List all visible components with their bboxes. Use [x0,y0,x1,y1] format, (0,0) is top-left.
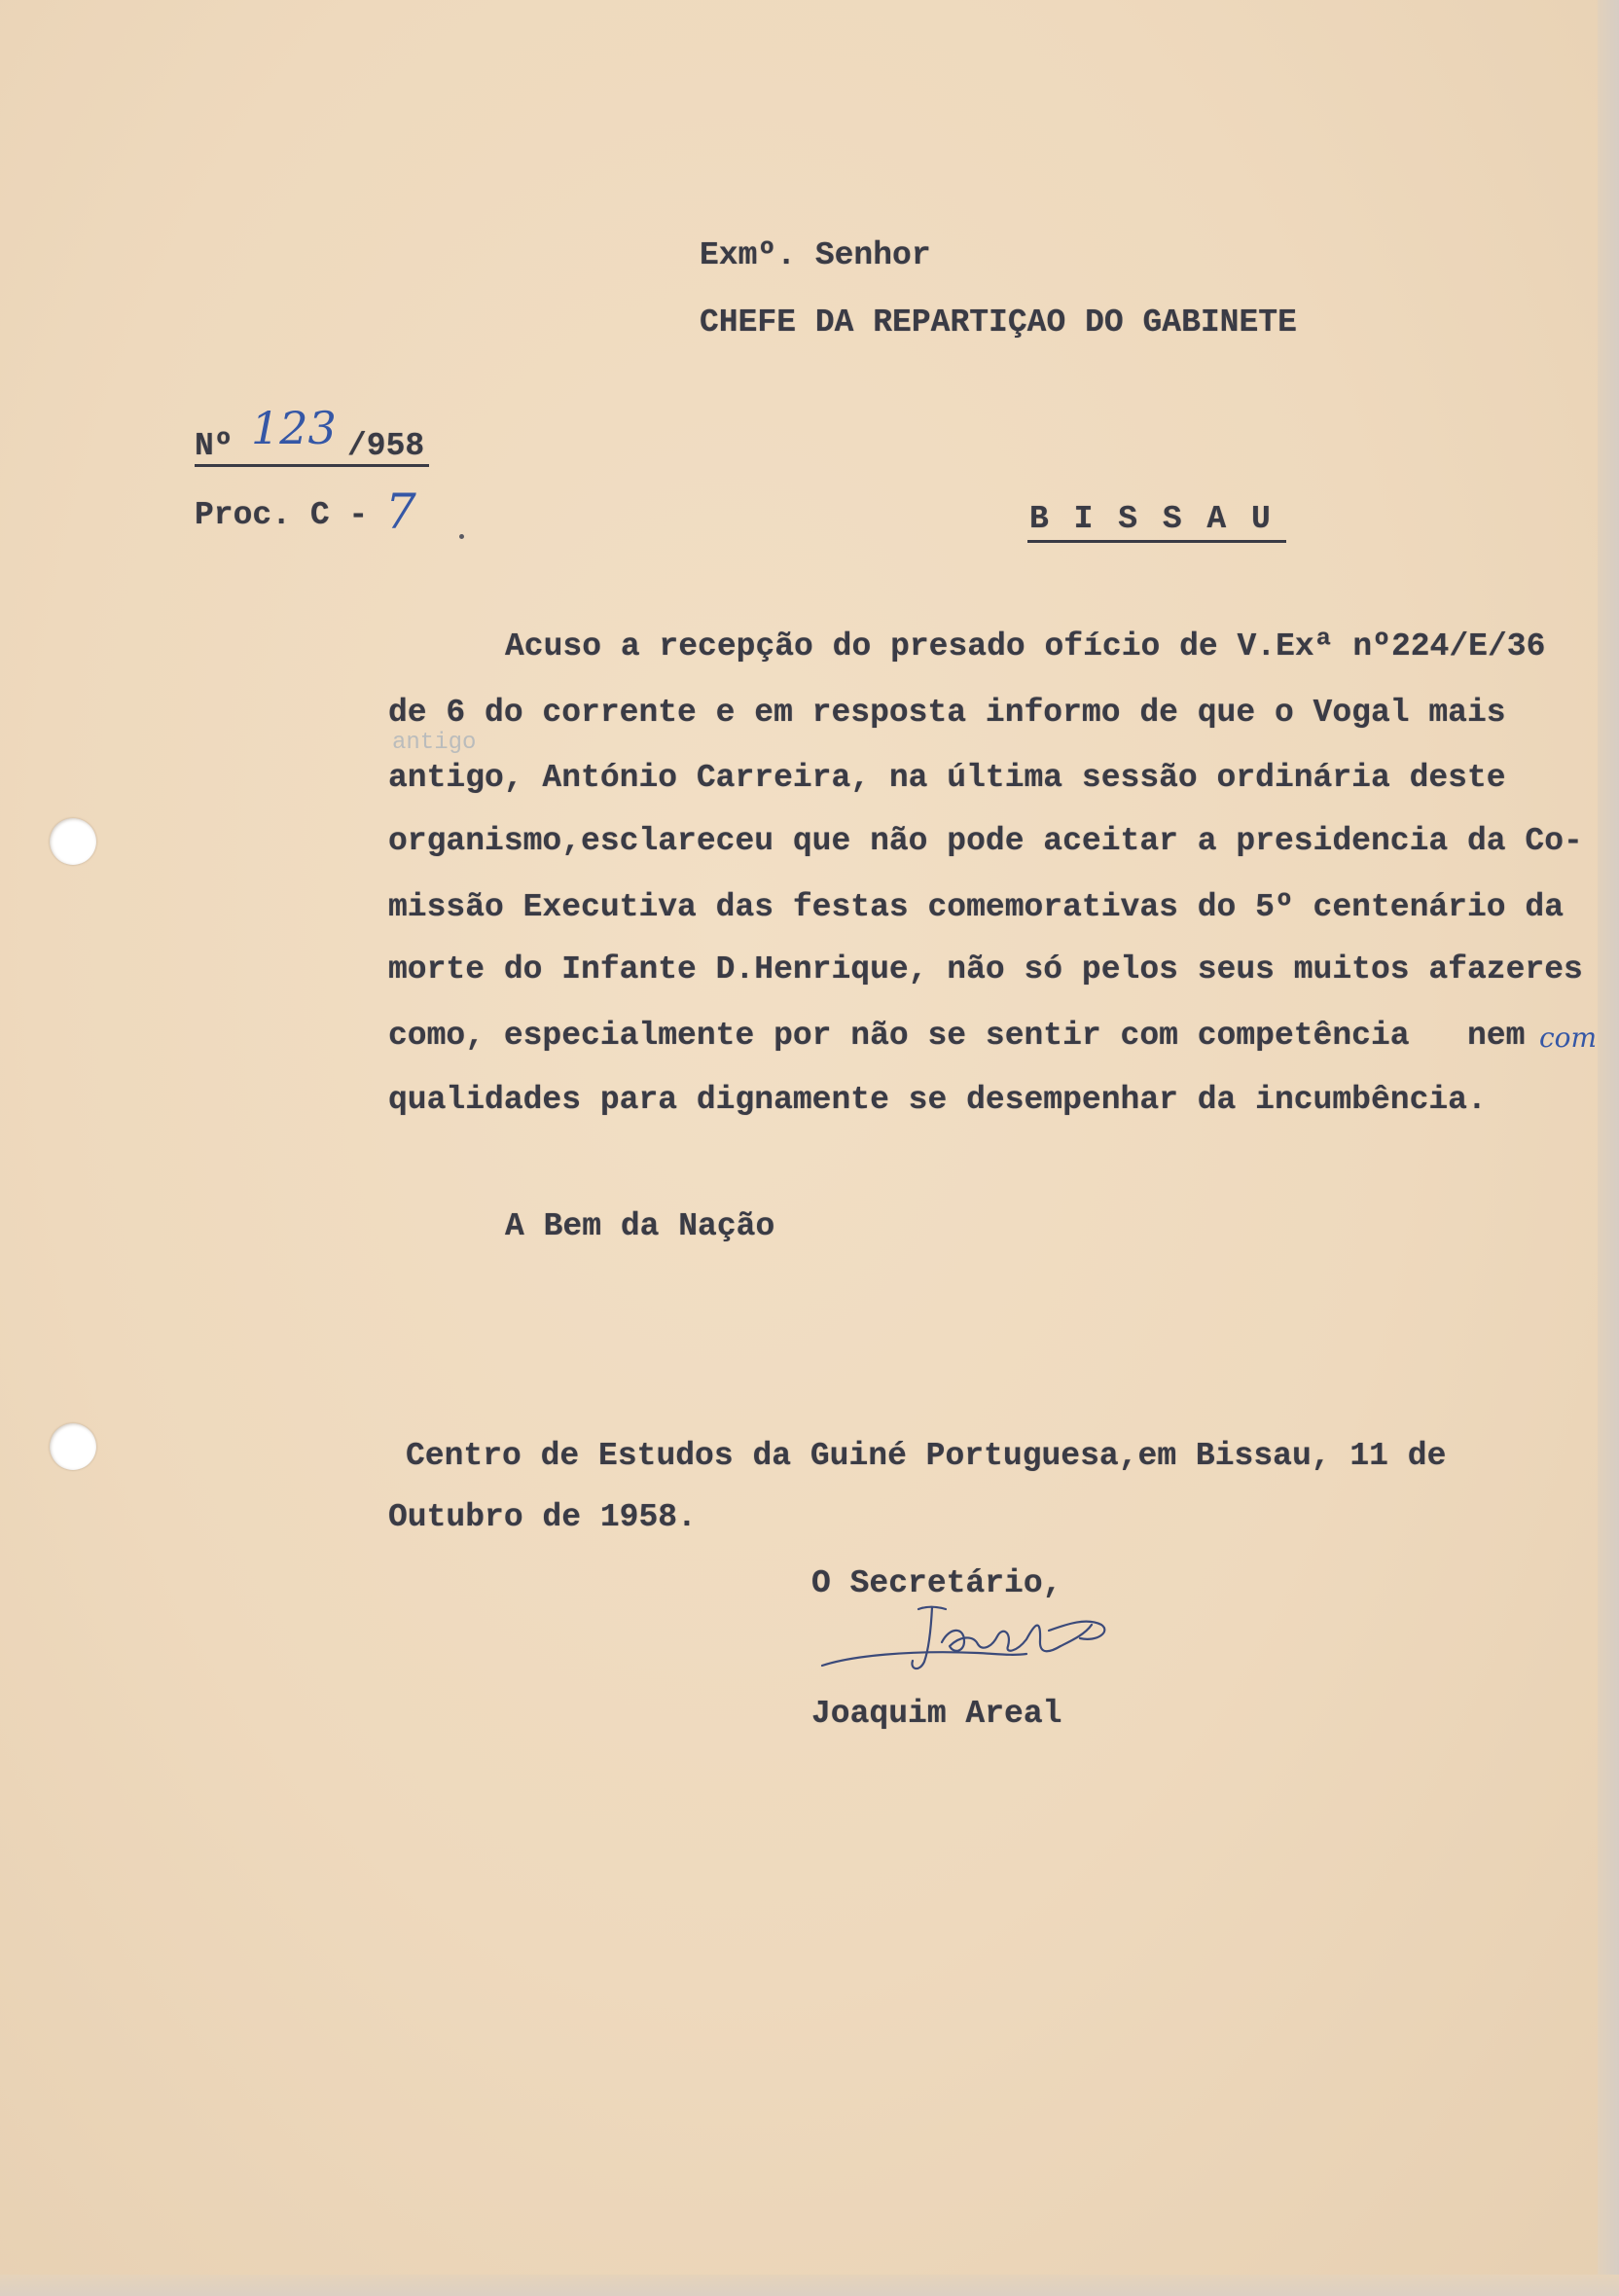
body-line: morte do Infante D.Henrique, não só pelos seus muitos afazeres [388,951,1583,987]
addressee-title: CHEFE DA REPARTIÇAO DO GABINETE [700,305,1297,341]
punch-hole-top [50,818,96,865]
punch-hole-bottom [50,1423,96,1470]
body-line: organismo,esclareceu que não pode aceitar a presidencia da Co- [388,823,1583,859]
signatory-name: Joaquim Areal [811,1696,1062,1732]
signatory-title: O Secretário, [811,1565,1062,1601]
handwritten-signature-icon [817,1597,1129,1695]
body-line: Acuso a recepção do presado ofício de V.Exª nº224/E/36 [505,628,1546,664]
reference-number-handwritten: 123 [251,402,337,454]
paper-right-edge [1598,0,1619,2296]
destination-heading: B I S S A U [1029,501,1274,537]
reference-underline [195,464,429,467]
reference-number-suffix: /958 [347,428,425,464]
body-line: qualidades para dignamente se desempenhar da incumbência. [388,1082,1487,1118]
addressee-salutation: Exmº. Senhor [700,237,931,273]
place-date-line: Outubro de 1958. [388,1499,697,1535]
process-label: Proc. C - [195,497,369,533]
body-line: como, especialmente por não se sentir com competência nem [388,1018,1526,1054]
process-number-handwritten: 7 [385,484,416,540]
body-line: missão Executiva das festas comemorativas do 5º centenário da [388,889,1564,925]
destination-underline [1027,540,1286,543]
ink-dot [459,534,464,539]
body-line: de 6 do corrente e em resposta informo de que o Vogal mais [388,695,1506,731]
handwritten-insertion: com [1539,1022,1598,1054]
place-date-line: Centro de Estudos da Guiné Portuguesa,em Bissau, 11 de [406,1438,1447,1474]
reference-number-prefix: Nº [195,428,234,464]
closing-formula: A Bem da Nação [505,1208,775,1244]
faint-annotation: antigo [392,730,477,756]
paper-bottom-edge [0,2275,1619,2296]
body-line: antigo, António Carreira, na última sessão ordinária deste [388,760,1506,796]
